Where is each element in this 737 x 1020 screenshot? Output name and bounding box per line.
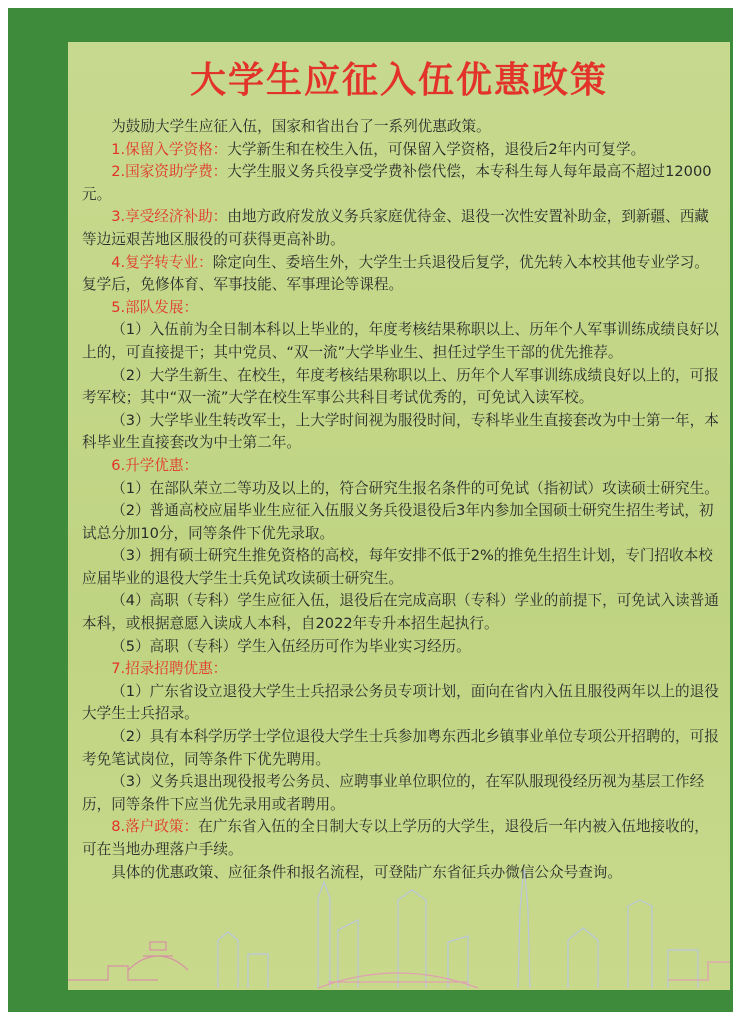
pavilion-outline <box>128 942 188 970</box>
poster-panel <box>68 42 730 990</box>
section-7-item-3: （3）义务兵退出现役报考公务员、应聘事业单位职位的，在军队服现役经历视为基层工作经历，同等条件下应当优先录用或者聘用。 <box>82 773 705 813</box>
skyline-low-buildings-left <box>68 966 158 980</box>
section-2-heading: 2.国家资助学费： <box>111 163 228 181</box>
section-7-heading-line <box>82 658 722 681</box>
section-5-item-3: （3）大学毕业生转改军士，上大学时间视为服役时间，专科毕业生直接套改为中士第一年，本科毕业生直接套改为中士第二年。 <box>82 411 719 452</box>
section-1-text: 大学新生和在校生入伍，可保留入学资格，退役后2年内可复学。 <box>227 140 646 158</box>
section-3-text: 由地方政府发放义务兵家庭优待金、退役一次性安置补助金，到新疆、西藏等边远艰苦地区服役的可获得更高补助。 <box>82 208 709 248</box>
section-6-item-5: （5）高职（专科）学生入伍经历可作为毕业实习经历。 <box>111 637 471 655</box>
section-2-text: 大学生服义务兵役享受学费补偿代偿，本专科生每人每年最高不超过12000元。 <box>82 163 712 203</box>
section-6-item-4: （4）高职（专科）学生应征入伍，退役后在完成高职（专科）学业的前提下，可免试入读普通本科，或根据意愿入读成人本科，自2022年专升本招生起执行。 <box>82 592 719 633</box>
skyline-low-buildings-right <box>668 962 730 980</box>
section-2 <box>82 161 722 206</box>
section-6-item-1: （1）在部队荣立二等功及以上的，符合研究生报名条件的可免试（指初试）攻读硕士研究生。 <box>111 479 719 497</box>
right-tower-2 <box>628 900 652 988</box>
section-7-item-2: （2）具有本科学历学士学位退役大学生士兵参加粤东西北乡镇事业单位专项公开招聘的，可报考免笔试岗位，同等条件下优先聘用。 <box>82 728 719 768</box>
section-5-heading: 5.部队发展： <box>111 298 199 316</box>
section-1 <box>82 139 722 162</box>
intro-text: 为鼓励大学生应征入伍，国家和省出台了一系列优惠政策。 <box>111 118 491 135</box>
section-4-text: 除定向生、委培生外，大学生士兵退役后复学，优先转入本校其他专业学习。复学后，免修体育、军事技能、军事理论等课程。 <box>82 253 709 294</box>
right-tower-1 <box>568 928 598 988</box>
section-7-item-1: （1）广东省设立退役大学生士兵招录公务员专项计划，面向在省内入伍且服役两年以上的退役大学生士兵招录。 <box>82 682 719 723</box>
section-8 <box>82 816 722 861</box>
section-5-heading-line <box>82 297 722 320</box>
tower-left <box>218 932 238 988</box>
canton-tower <box>518 870 530 988</box>
section-6-heading-line <box>82 455 722 478</box>
section-8-text: 在广东省入伍的全日制大专以上学历的大学生，退役后一年内被入伍地接收的，可在当地办理落户手续。 <box>82 818 709 858</box>
section-3 <box>82 206 722 251</box>
section-8-heading: 8.落户政策： <box>111 818 199 836</box>
closing-text: 具体的优惠政策、应征条件和报名流程，可登陆广东省征兵办微信公众号查询。 <box>111 863 622 881</box>
poster-title: 大学生应征入伍优惠政策 <box>189 59 608 101</box>
block-building <box>248 954 268 988</box>
section-6-item-2: （2）普通高校应届毕业生应征入伍服义务兵役退役后3年内参加全国硕士研究生招生考试，初试总分加10分，同等条件下优先录取。 <box>82 502 714 542</box>
section-3-heading: 3.享受经济补助： <box>111 208 228 226</box>
section-5-item-2: （2）大学生新生、在校生，年度考核结果称职以上、历年个人军事训练成绩良好以上的，可报考军校；其中“双一流”大学在校生军事公共科目考试优秀的，可免试入读军校。 <box>82 366 719 407</box>
section-5-item-1: （1）入伍前为全日制本科以上毕业的，年度考核结果称职以上、历年个人军事训练成绩良好以上的，可直接提干；其中党员、“双一流”大学毕业生、担任过学生干部的优先推荐。 <box>82 321 719 361</box>
section-1-heading: 1.保留入学资格： <box>111 140 228 158</box>
section-7-heading: 7.招录招聘优惠： <box>111 660 228 678</box>
section-6-item-3: （3）拥有硕士研究生推免资格的高校，每年安排不低于2%的推免生招生计划，专门招收本校应届毕业的退役大学生士兵免试攻读硕士研究生。 <box>82 547 713 587</box>
section-4 <box>82 252 722 297</box>
section-6-heading: 6.升学优惠： <box>111 456 199 474</box>
policy-body <box>82 116 722 884</box>
city-skyline-illustration <box>68 870 730 990</box>
right-block <box>668 950 698 988</box>
section-4-heading: 4.复学转专业： <box>111 253 213 271</box>
tall-tower <box>318 882 330 988</box>
